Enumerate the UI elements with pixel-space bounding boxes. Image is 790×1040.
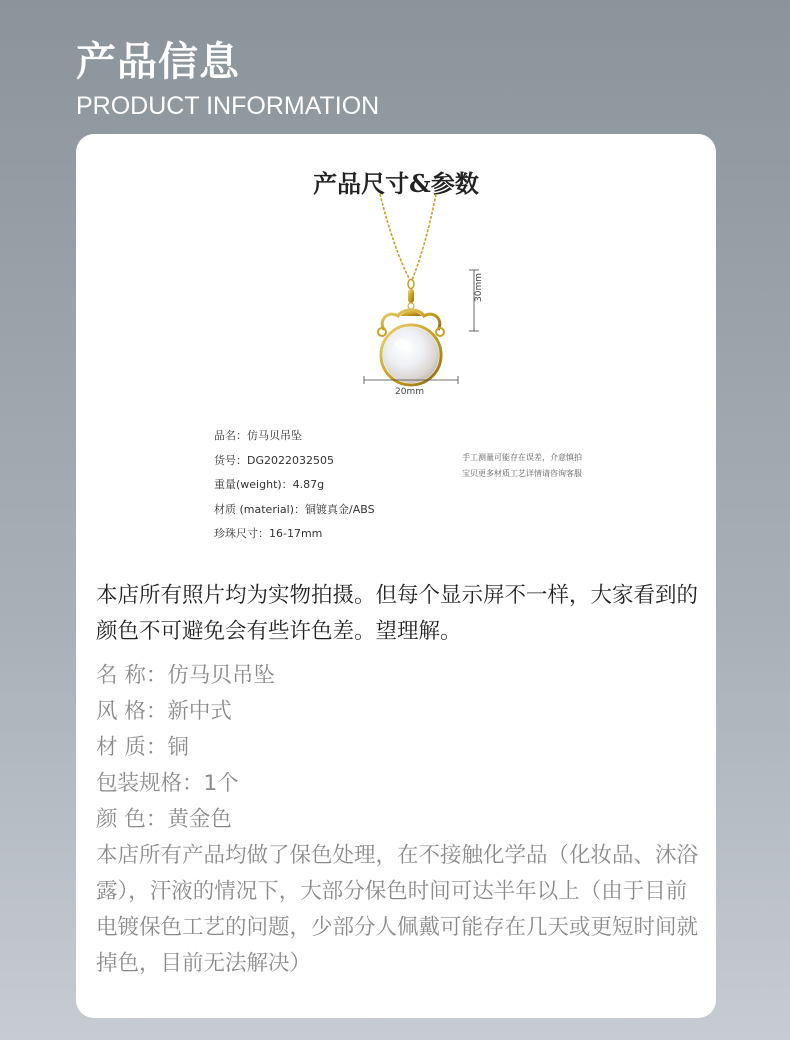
measurement-disclaimer xyxy=(462,450,582,482)
detail-package: 包装规格：1个 xyxy=(96,771,239,796)
detail-material: 材 质：铜 xyxy=(96,735,189,760)
disclaimer-line: 手工测量可能存在误差，介意慎拍 xyxy=(462,453,582,462)
detail-name: 名 称：仿马贝吊坠 xyxy=(96,663,275,688)
color-notice: 本店所有照片均为实物拍摄。但每个显示屏不一样，大家看到的颜色不可避免会有些许色差。望理解。 xyxy=(96,583,699,644)
dimension-height-label: 30mm xyxy=(474,273,484,302)
spec-item: 材质 (material)：铜镀真金/ABS xyxy=(214,502,375,516)
detail-color: 颜 色：黄金色 xyxy=(96,807,232,832)
detail-style: 风 格：新中式 xyxy=(96,699,232,724)
spec-item: 珍珠尺寸：16-17mm xyxy=(214,527,323,540)
disclaimer-line: 宝贝更多材质工艺详情请咨询客服 xyxy=(462,469,582,478)
care-note: 本店所有产品均做了保色处理，在不接触化学品（化妆品、沐浴露），汗液的情况下，大部分保色时间可达半年以上（由于目前电镀保色工艺的问题，少部分人佩戴可能存在几天或更短时间就掉色，目前无法解决） xyxy=(96,843,699,976)
dimension-width-label: 20mm xyxy=(395,387,424,397)
spec-item: 品名：仿马贝吊坠 xyxy=(214,429,302,442)
spec-title: 产品尺寸&参数 xyxy=(313,169,479,198)
page-subtitle: PRODUCT INFORMATION xyxy=(76,92,380,120)
pendant-image xyxy=(356,190,516,400)
spec-list xyxy=(214,424,375,547)
page-title: 产品信息 xyxy=(76,39,240,85)
spec-item: 重量(weight)：4.87g xyxy=(214,478,325,491)
spec-item: 货号：DG2022032505 xyxy=(214,453,334,467)
product-info-card xyxy=(76,134,716,1018)
product-details xyxy=(96,658,706,982)
